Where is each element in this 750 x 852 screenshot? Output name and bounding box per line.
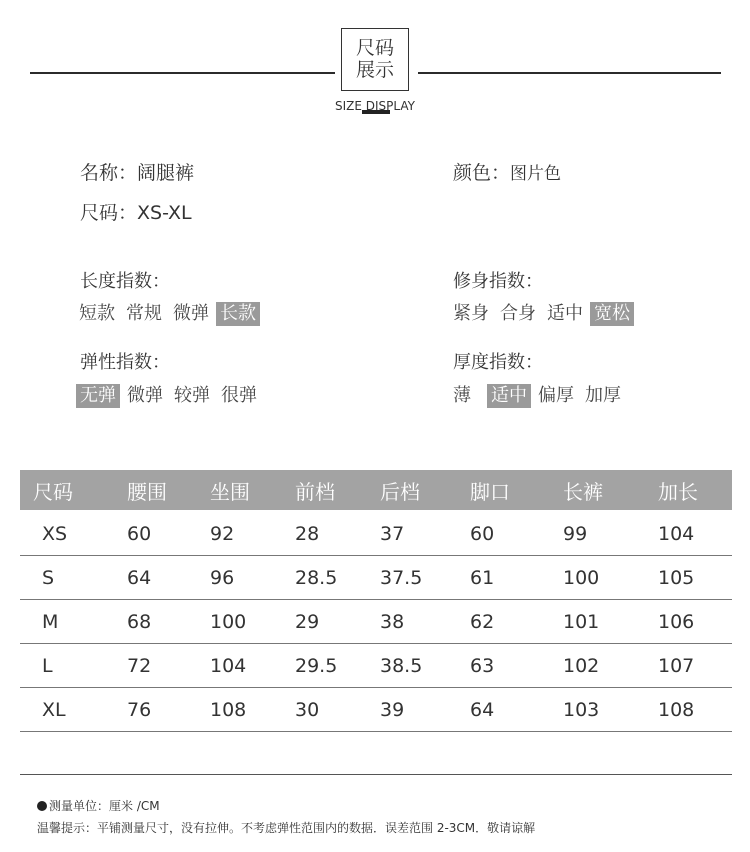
cell-waist: 76 xyxy=(127,698,152,721)
measurement-unit-text: 测量单位：厘米 /CM xyxy=(49,799,160,813)
header-hip: 坐围 xyxy=(210,479,250,504)
cell-hip: 100 xyxy=(210,610,247,633)
size-table xyxy=(20,470,732,732)
cell-hip: 92 xyxy=(210,522,235,545)
cell-front-rise: 29 xyxy=(295,610,320,633)
header-length: 长裤 xyxy=(563,479,603,504)
product-size-range xyxy=(80,198,192,225)
cell-waist: 64 xyxy=(127,566,152,589)
cell-leg-opening: 60 xyxy=(470,522,495,545)
cell-extended-length: 107 xyxy=(658,654,695,677)
cell-leg-opening: 61 xyxy=(470,566,495,589)
elastic-option-slight: 微弹 xyxy=(127,385,163,406)
length-option-slight: 微弹 xyxy=(173,303,209,324)
cell-length: 100 xyxy=(563,566,600,589)
header-leg-opening: 脚口 xyxy=(470,479,510,504)
cell-waist: 60 xyxy=(127,522,152,545)
cell-back-rise: 37 xyxy=(380,522,405,545)
cell-front-rise: 29.5 xyxy=(295,654,338,677)
measurement-tip-note: 温馨提示：平铺测量尺寸，没有拉伸。不考虑弹性范围内的数据．误差范围 2-3CM．敬请谅解 xyxy=(37,821,536,835)
thickness-option-thin: 薄 xyxy=(453,385,471,406)
bullet-dot-icon xyxy=(37,801,47,811)
cell-hip: 96 xyxy=(210,566,235,589)
cell-back-rise: 39 xyxy=(380,698,405,721)
name-label: 名称： xyxy=(80,162,138,184)
section-title-line2: 展示 xyxy=(355,59,394,81)
cell-back-rise: 38 xyxy=(380,610,405,633)
cell-waist: 72 xyxy=(127,654,152,677)
name-value: 阔腿裤 xyxy=(137,162,195,184)
table-row xyxy=(20,556,732,600)
fit-index-label: 修身指数： xyxy=(453,271,543,292)
table-row xyxy=(20,512,732,556)
fit-option-loose-selected: 宽松 xyxy=(590,302,634,326)
elastic-option-high: 很弹 xyxy=(221,385,257,406)
length-index-options xyxy=(75,302,263,326)
cell-front-rise: 28.5 xyxy=(295,566,338,589)
thickness-option-thick: 偏厚 xyxy=(538,385,574,406)
cell-back-rise: 37.5 xyxy=(380,566,423,589)
table-row xyxy=(20,644,732,688)
thickness-index-label: 厚度指数： xyxy=(453,352,543,373)
cell-waist: 68 xyxy=(127,610,152,633)
footer-divider xyxy=(20,774,732,775)
header-waist: 腰围 xyxy=(127,479,167,504)
color-value: 图片色 xyxy=(510,164,562,184)
size-label: 尺码： xyxy=(80,202,138,224)
section-subtitle: SIZE DISPLAY xyxy=(335,99,415,113)
size-value: XS-XL xyxy=(137,202,192,224)
cell-size: M xyxy=(42,610,59,633)
cell-size: XS xyxy=(42,522,68,545)
section-title-box xyxy=(341,28,409,91)
fit-index-options xyxy=(449,302,637,326)
color-label: 颜色： xyxy=(453,162,511,184)
length-option-long-selected: 长款 xyxy=(216,302,260,326)
header-left-rule xyxy=(30,72,335,74)
measurement-unit-note xyxy=(37,797,160,814)
cell-hip: 104 xyxy=(210,654,247,677)
cell-extended-length: 106 xyxy=(658,610,695,633)
cell-length: 101 xyxy=(563,610,600,633)
cell-size: S xyxy=(42,566,55,589)
cell-extended-length: 105 xyxy=(658,566,695,589)
fit-option-medium: 适中 xyxy=(547,303,583,324)
cell-back-rise: 38.5 xyxy=(380,654,423,677)
cell-size: XL xyxy=(42,698,66,721)
cell-length: 102 xyxy=(563,654,600,677)
table-row xyxy=(20,688,732,732)
thickness-option-medium-selected: 适中 xyxy=(487,384,531,408)
elastic-option-medium: 较弹 xyxy=(174,385,210,406)
cell-front-rise: 30 xyxy=(295,698,320,721)
thickness-index-options xyxy=(449,384,628,408)
fit-option-tight: 紧身 xyxy=(453,303,489,324)
table-header-row xyxy=(20,470,732,510)
header-back-rise: 后档 xyxy=(380,479,420,504)
elastic-index-options xyxy=(76,384,264,408)
cell-size: L xyxy=(42,654,53,677)
length-option-regular: 常规 xyxy=(126,303,162,324)
header-extended-length: 加长 xyxy=(658,479,698,504)
cell-front-rise: 28 xyxy=(295,522,320,545)
length-index-label: 长度指数： xyxy=(80,271,170,292)
header-right-rule xyxy=(418,72,721,74)
cell-extended-length: 108 xyxy=(658,698,695,721)
cell-leg-opening: 62 xyxy=(470,610,495,633)
product-name xyxy=(80,158,194,185)
cell-extended-length: 104 xyxy=(658,522,695,545)
header-front-rise: 前档 xyxy=(295,479,335,504)
cell-hip: 108 xyxy=(210,698,247,721)
product-color xyxy=(453,158,561,185)
cell-length: 99 xyxy=(563,522,588,545)
thickness-option-extra-thick: 加厚 xyxy=(585,385,621,406)
elastic-option-none-selected: 无弹 xyxy=(76,384,120,408)
section-title-line1: 尺码 xyxy=(355,37,394,59)
fit-option-fitted: 合身 xyxy=(500,303,536,324)
cell-leg-opening: 64 xyxy=(470,698,495,721)
cell-length: 103 xyxy=(563,698,600,721)
table-row xyxy=(20,600,732,644)
header-size: 尺码 xyxy=(33,479,73,504)
length-option-short: 短款 xyxy=(79,303,115,324)
elastic-index-label: 弹性指数： xyxy=(80,352,170,373)
cell-leg-opening: 63 xyxy=(470,654,495,677)
